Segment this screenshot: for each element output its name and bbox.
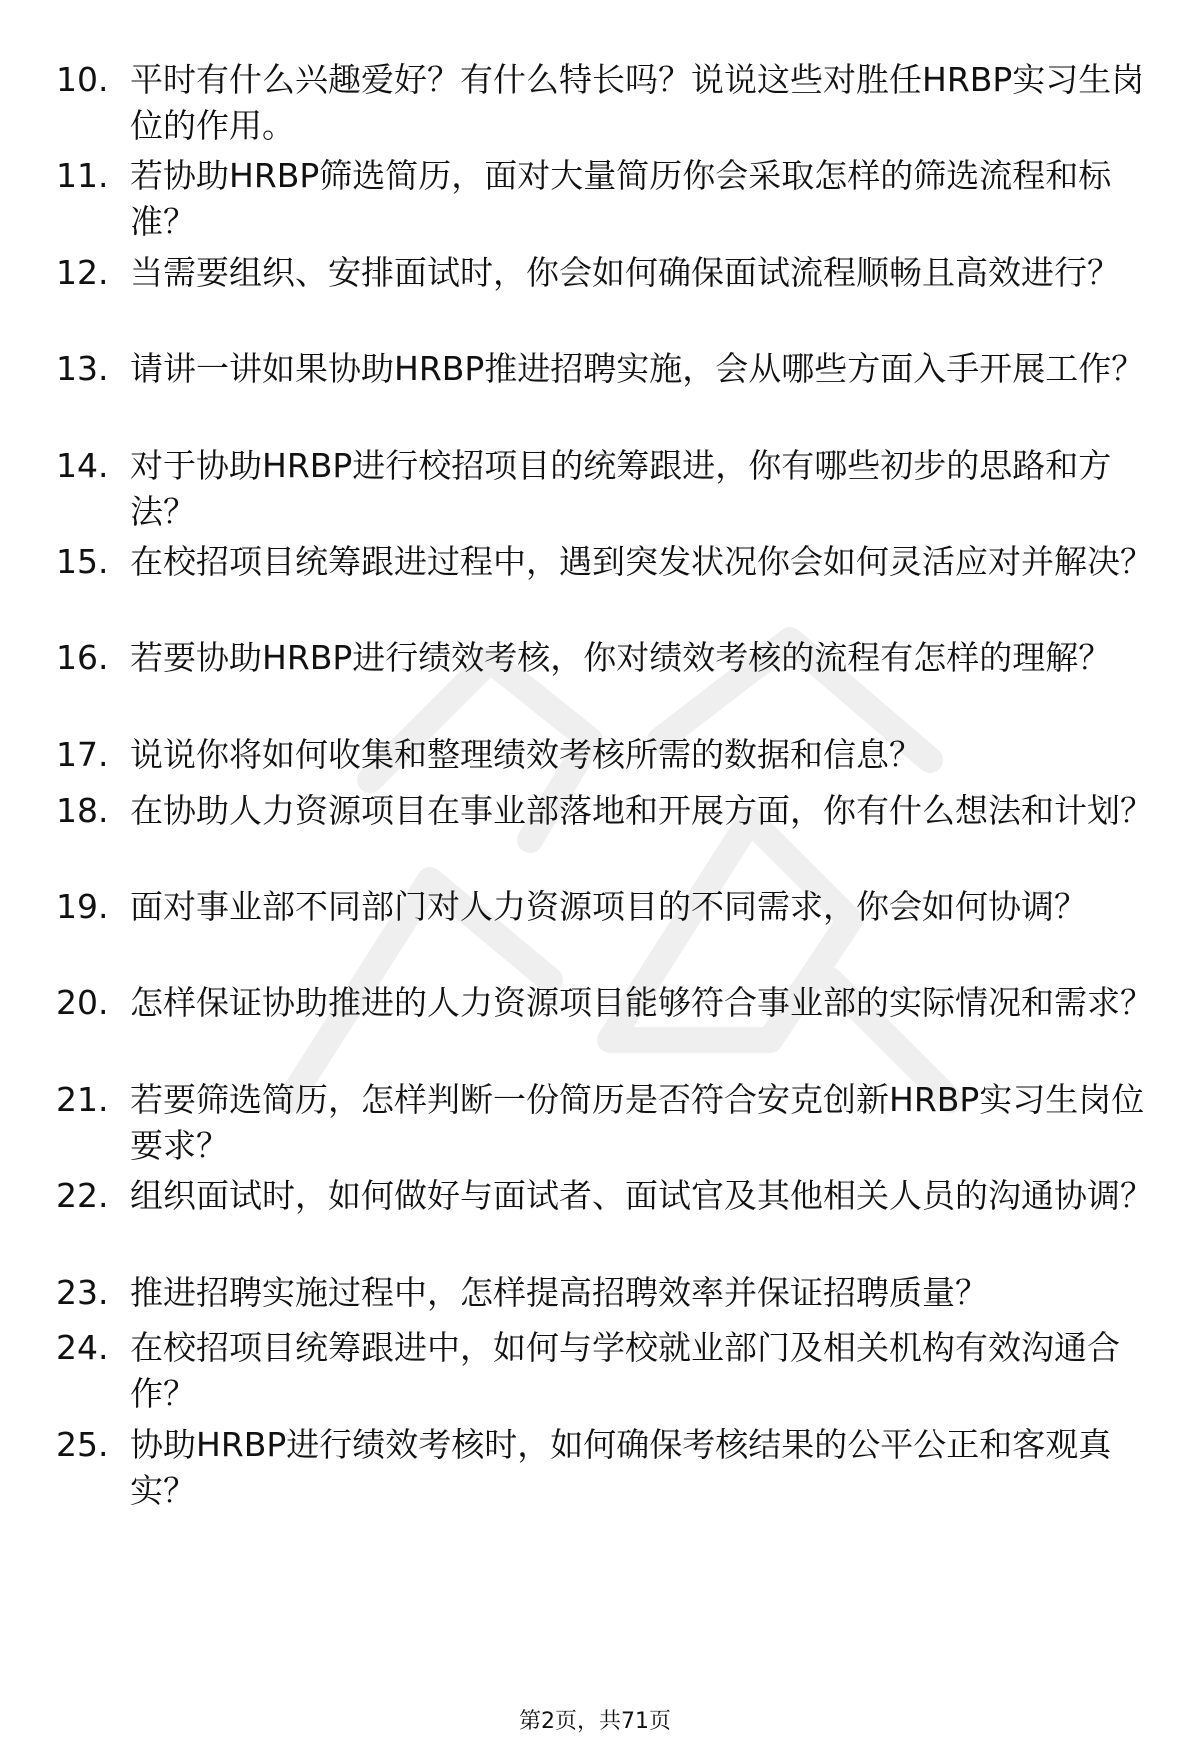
question-number: 14.: [56, 446, 109, 485]
question-number: 12.: [56, 253, 109, 292]
question-number: 18.: [56, 791, 109, 830]
question-text: 说说你将如何收集和整理绩效考核所需的数据和信息？: [130, 735, 922, 774]
page-number: 第2页，共71页: [519, 1709, 671, 1734]
question-number: 19.: [56, 887, 109, 926]
question-number: 25.: [56, 1425, 109, 1464]
question-text: 若要筛选简历，怎样判断一份简历是否符合安克创新HRBP实习生岗位要求？: [130, 1080, 1145, 1165]
question-number: 11.: [56, 156, 109, 195]
question-text: 协助HRBP进行绩效考核时，如何确保考核结果的公平公正和客观真实？: [130, 1425, 1112, 1510]
question-text: 当需要组织、安排面试时，你会如何确保面试流程顺畅且高效进行？: [130, 253, 1120, 292]
question-number: 20.: [56, 983, 109, 1022]
question-number: 10.: [56, 60, 109, 99]
question-text: 在协助人力资源项目在事业部落地和开展方面，你有什么想法和计划？: [130, 791, 1153, 830]
question-number: 17.: [56, 735, 109, 774]
question-text: 推进招聘实施过程中，怎样提高招聘效率并保证招聘质量？: [130, 1273, 988, 1312]
question-text: 若要协助HRBP进行绩效考核，你对绩效考核的流程有怎样的理解？: [130, 638, 1112, 677]
question-text: 面对事业部不同部门对人力资源项目的不同需求，你会如何协调？: [130, 887, 1087, 926]
question-text: 组织面试时，如何做好与面试者、面试官及其他相关人员的沟通协调？: [130, 1176, 1153, 1215]
question-text: 平时有什么兴趣爱好？有什么特长吗？说说这些对胜任HRBP实习生岗位的作用。: [130, 60, 1145, 145]
question-number: 15.: [56, 542, 109, 581]
question-number: 23.: [56, 1273, 109, 1312]
question-number: 13.: [56, 349, 109, 388]
question-text: 若协助HRBP筛选简历，面对大量简历你会采取怎样的筛选流程和标准？: [130, 156, 1112, 241]
question-text: 怎样保证协助推进的人力资源项目能够符合事业部的实际情况和需求？: [130, 983, 1153, 1022]
question-number: 21.: [56, 1080, 109, 1119]
question-text: 对于协助HRBP进行校招项目的统筹跟进，你有哪些初步的思路和方法？: [130, 446, 1112, 531]
question-text: 在校招项目统筹跟进过程中，遇到突发状况你会如何灵活应对并解决？: [130, 542, 1153, 581]
question-text: 在校招项目统筹跟进中，如何与学校就业部门及相关机构有效沟通合作？: [130, 1328, 1120, 1413]
question-number: 24.: [56, 1328, 109, 1367]
question-number: 22.: [56, 1176, 109, 1215]
question-number: 16.: [56, 638, 109, 677]
question-text: 请讲一讲如果协助HRBP推进招聘实施，会从哪些方面入手开展工作？: [130, 349, 1145, 388]
